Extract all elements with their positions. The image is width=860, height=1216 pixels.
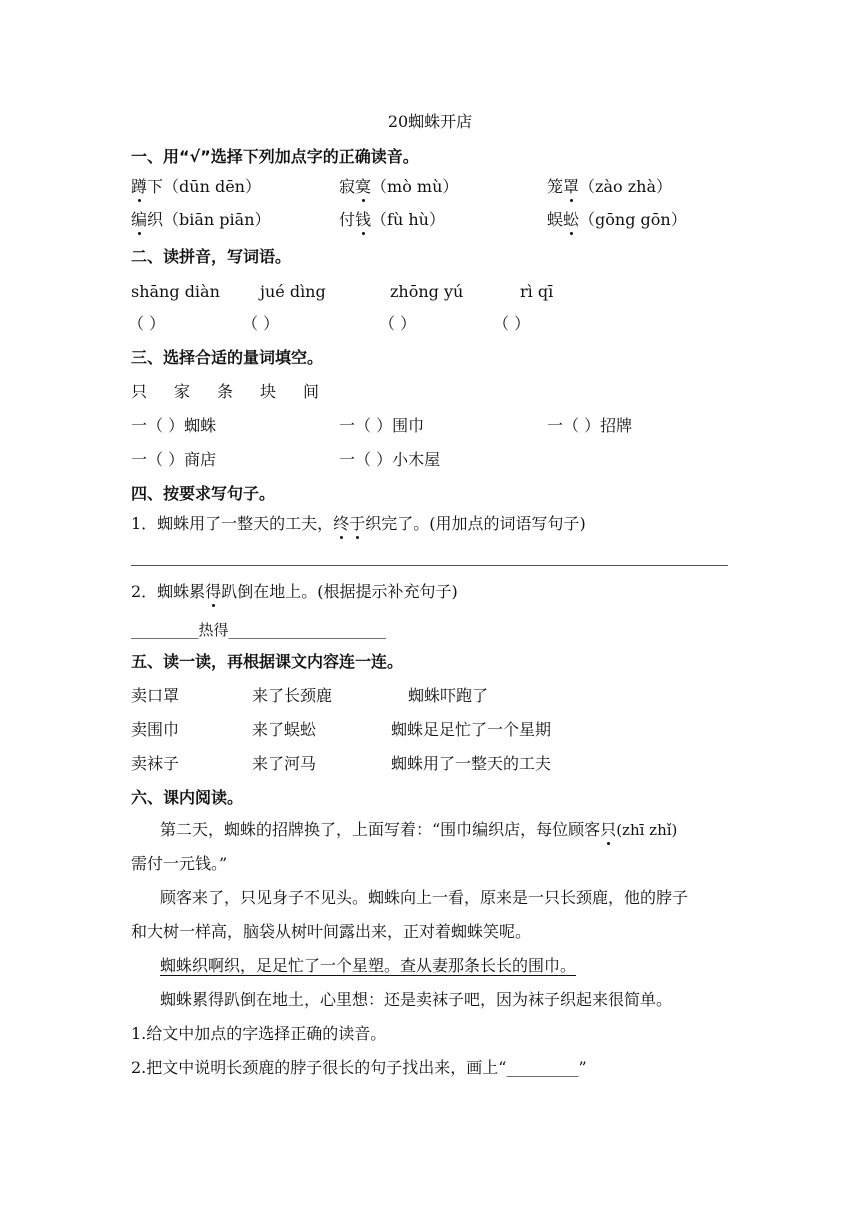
pinyin-4: rì qī: [520, 282, 554, 301]
measure-word: 家: [174, 382, 191, 401]
dotted-char: 于: [349, 514, 366, 533]
s1-item-1: 蹲下（dūn dēn）: [131, 177, 261, 196]
answer-blank-2[interactable]: （ ）: [242, 314, 280, 333]
reading-question-1: 1.给文中加点的字选择正确的读音。: [131, 1024, 387, 1043]
reading-question-2: 2.把文中说明长颈鹿的脖子很长的句子找出来，画上“_________”: [131, 1058, 587, 1077]
reading-paragraph-2: 顾客来了，只见身子不见头。蜘蛛向上一看，原来是一只长颈鹿，他的脖子: [160, 888, 689, 907]
measure-word: 块: [260, 382, 277, 401]
section-4-heading: 四、按要求写句子。: [131, 484, 276, 503]
reading-paragraph-1-cont: 需付一元钱。”: [131, 854, 228, 873]
reading-paragraph-3: 蜘蛛织啊织，足足忙了一个星塑。查从妻那条长长的围巾。: [160, 956, 577, 975]
dotted-char: 蹲: [131, 177, 148, 196]
section-6-heading: 六、课内阅读。: [131, 788, 244, 807]
dotted-char: 只: [600, 820, 617, 839]
dotted-char: 终: [333, 514, 350, 533]
fill-item-1[interactable]: 一（ ）蜘蛛: [131, 416, 217, 435]
dotted-char: 得: [205, 582, 222, 601]
s1-item-4: 编织（biān piān）: [131, 210, 271, 229]
s4-fill-line[interactable]: _________热得_____________________: [131, 621, 387, 639]
s4-question-2: 2．蜘蛛累得趴倒在地上。(根据提示补充句子): [131, 582, 458, 601]
measure-word: 条: [217, 382, 234, 401]
match-col1-item[interactable]: 卖口罩: [131, 686, 180, 705]
dotted-char: 寞: [355, 177, 372, 196]
match-col2-item[interactable]: 来了河马: [252, 754, 317, 773]
fill-item-5[interactable]: 一（ ）小木屋: [339, 450, 441, 469]
reading-paragraph-2-cont: 和大树一样高，脑袋从树叶间露出来，正对着蜘蛛笑呢。: [131, 922, 532, 941]
answer-blank-4[interactable]: （ ）: [493, 314, 531, 333]
reading-paragraph-1: 第二天，蜘蛛的招牌换了，上面写着：“围巾编织店，每位顾客只(zhī zhǐ): [160, 820, 678, 839]
match-col2-item[interactable]: 来了蜈蚣: [252, 720, 317, 739]
section-5-heading: 五、读一读，再根据课文内容连一连。: [131, 652, 404, 671]
answer-line[interactable]: [131, 565, 728, 566]
match-col3-item[interactable]: 蜘蛛吓跑了: [408, 686, 489, 705]
answer-blank-3[interactable]: （ ）: [379, 314, 417, 333]
s1-item-3: 笼罩（zào zhà）: [547, 177, 672, 196]
measure-word: 间: [303, 382, 320, 401]
section-3-heading: 三、选择合适的量词填空。: [131, 348, 324, 367]
section-2-heading: 二、读拼音，写词语。: [131, 247, 292, 266]
match-col1-item[interactable]: 卖袜子: [131, 754, 180, 773]
s1-item-2: 寂寞（mò mù）: [339, 177, 459, 196]
pinyin-1: shāng diàn: [131, 282, 220, 301]
fill-item-3[interactable]: 一（ ）招牌: [547, 416, 633, 435]
match-col1-item[interactable]: 卖围巾: [131, 720, 180, 739]
measure-word: 只: [131, 382, 148, 401]
fill-item-2[interactable]: 一（ ）围巾: [339, 416, 425, 435]
section-1-heading: 一、用“√”选择下列加点字的正确读音。: [131, 147, 419, 166]
s4-question-1: 1．蜘蛛用了一整天的工夫，终于织完了。(用加点的词语写句子): [131, 514, 586, 533]
match-col2-item[interactable]: 来了长颈鹿: [252, 686, 333, 705]
page-title: 20蜘蛛开店: [387, 112, 473, 131]
dotted-char: 罩: [563, 177, 580, 196]
s1-item-5: 付钱（fù hù）: [339, 210, 445, 229]
s1-item-6: 蜈蚣（gōng gōn）: [547, 210, 687, 229]
dotted-char: 蚣: [563, 210, 580, 229]
dotted-char: 编: [131, 210, 148, 229]
pinyin-3: zhōng yú: [390, 282, 464, 301]
match-col3-item[interactable]: 蜘蛛用了一整天的工夫: [391, 754, 552, 773]
match-col3-item[interactable]: 蜘蛛足足忙了一个星期: [391, 720, 552, 739]
answer-blank-1[interactable]: （ ）: [128, 314, 166, 333]
pinyin-2: jué dìng: [260, 282, 326, 301]
dotted-char: 钱: [355, 210, 372, 229]
reading-paragraph-4: 蜘蛛累得趴倒在地土，心里想：还是卖袜子吧，因为袜子织起来很简单。: [160, 990, 673, 1009]
fill-item-4[interactable]: 一（ ）商店: [131, 450, 217, 469]
